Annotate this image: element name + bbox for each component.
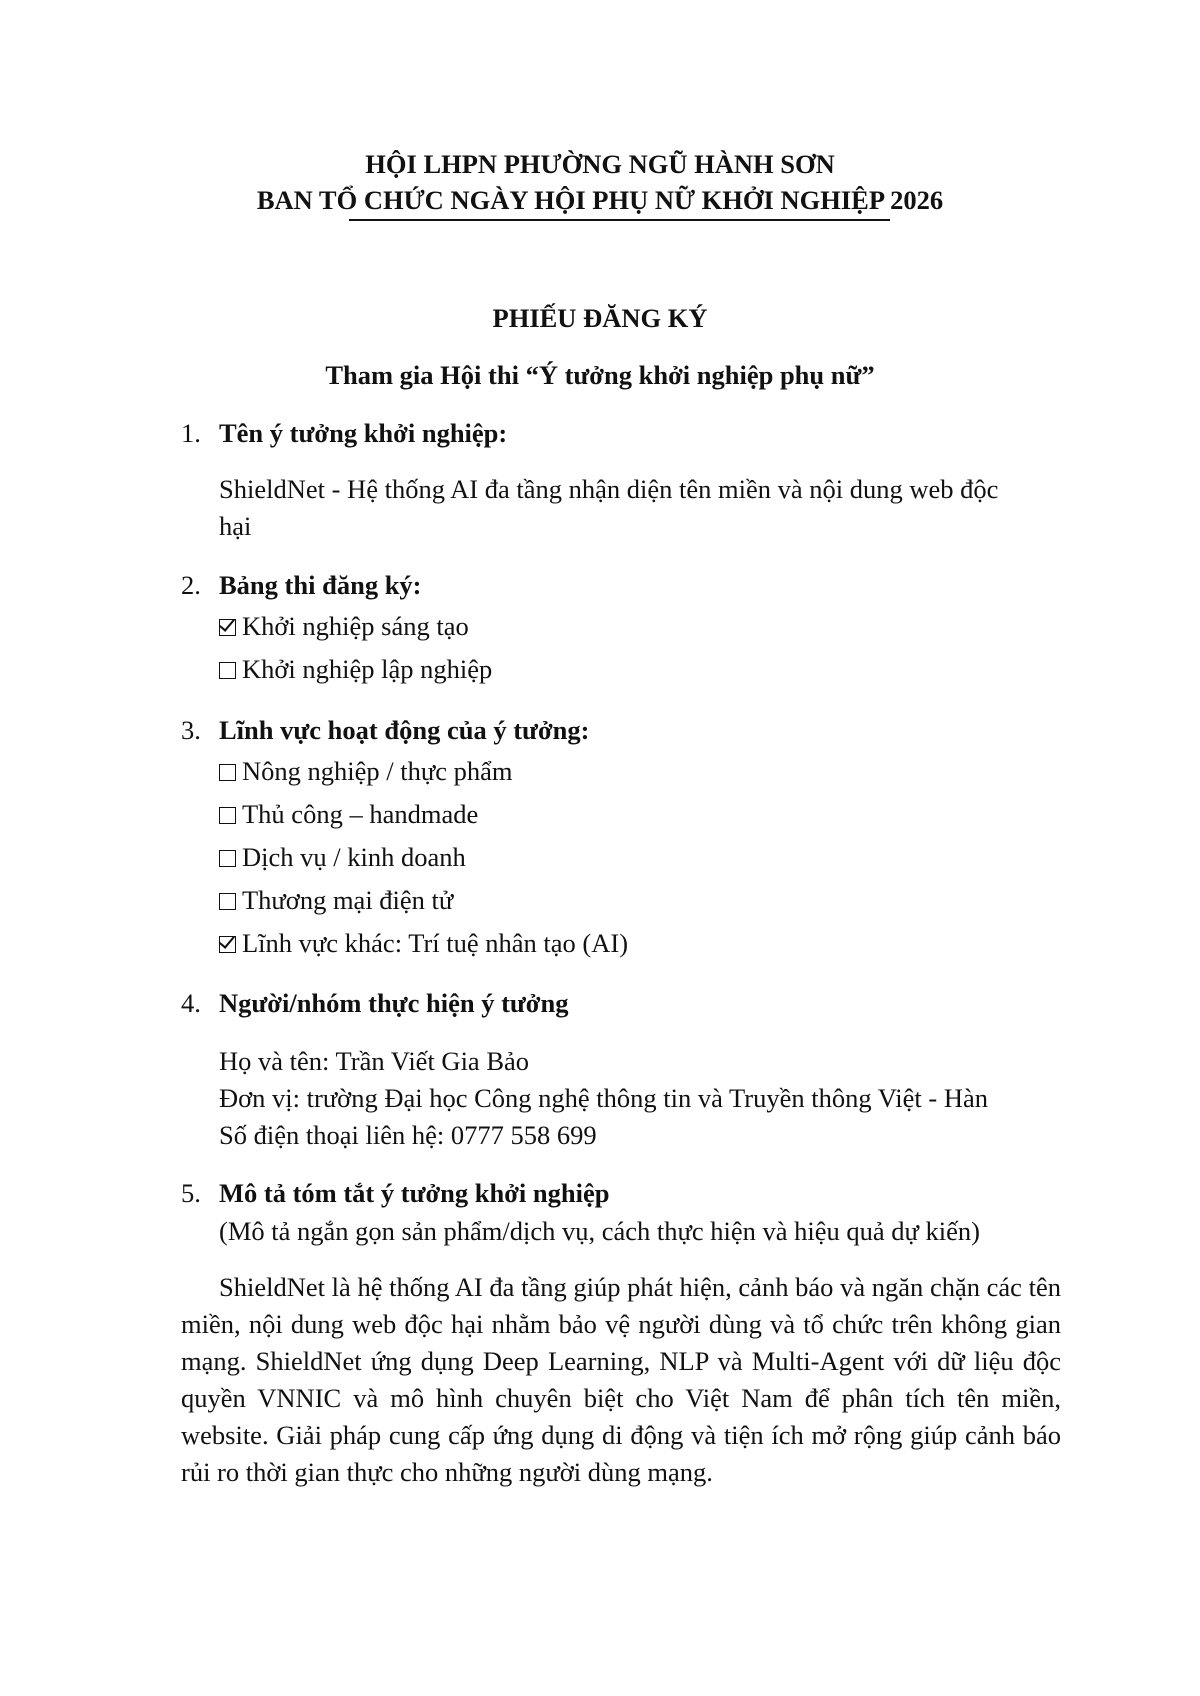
section-3-number: 3. xyxy=(181,715,201,745)
description-text: ShieldNet là hệ thống AI đa tầng giúp phát hiện, cảnh báo và ngăn chặn các tên miền, nội dung web độc hại nhằm bảo vệ người dùng và tổ chức trên không gian mạng. ShieldNet ứng dụng Deep Learning, NLP và Multi-Agent với dữ liệu độc quyền VNNIC và mô hình chuyên biệt cho Việt Nam để phân tích tên miền, website. Giải pháp cung cấp ứng dụng di động và tiện ích mở rộng giúp cảnh báo rủi ro thời gian thực cho những người dùng mạng. xyxy=(181,1272,1061,1487)
option-label: Khởi nghiệp lập nghiệp xyxy=(242,654,493,684)
option-label: Khởi nghiệp sáng tạo xyxy=(242,611,469,641)
section-1-number: 1. xyxy=(181,418,201,448)
option-label: Dịch vụ / kinh doanh xyxy=(242,842,466,872)
checkbox-empty-icon[interactable] xyxy=(219,850,236,867)
member-unit: Đơn vị: trường Đại học Công nghệ thông tin và Truyền thông Việt - Hàn xyxy=(219,1083,989,1113)
section-3-heading: Lĩnh vực hoạt động của ý tưởng: xyxy=(219,715,590,745)
field-option-other xyxy=(219,925,628,961)
field-option-services xyxy=(219,839,466,875)
section-5-hint: (Mô tả ngắn gọn sản phẩm/dịch vụ, cách thực hiện và hiệu quả dự kiến) xyxy=(219,1216,980,1246)
option-label: Thương mại điện tử xyxy=(242,885,454,915)
option-label: Nông nghiệp / thực phẩm xyxy=(242,756,513,786)
field-option-handmade xyxy=(219,796,478,832)
checkbox-checked-icon[interactable] xyxy=(219,619,236,636)
option-label: Lĩnh vực khác: Trí tuệ nhân tạo (AI) xyxy=(242,928,629,958)
track-option-creative xyxy=(219,608,469,644)
organization-name: HỘI LHPN PHƯỜNG NGŨ HÀNH SƠN xyxy=(365,149,835,179)
checkbox-checked-icon[interactable] xyxy=(219,936,236,953)
section-2-number: 2. xyxy=(181,570,201,600)
checkbox-empty-icon[interactable] xyxy=(219,662,236,679)
idea-description xyxy=(181,1269,1061,1491)
section-4-heading: Người/nhóm thực hiện ý tưởng xyxy=(219,988,569,1018)
section-5-heading: Mô tả tóm tắt ý tưởng khởi nghiệp xyxy=(219,1178,610,1208)
section-4-number: 4. xyxy=(181,988,201,1018)
checkbox-empty-icon[interactable] xyxy=(219,893,236,910)
member-name: Họ và tên: Trần Viết Gia Bảo xyxy=(219,1046,530,1076)
header-underline xyxy=(349,219,890,221)
section-2-heading: Bảng thi đăng ký: xyxy=(219,570,422,600)
organizing-committee: BAN TỔ CHỨC NGÀY HỘI PHỤ NỮ KHỞI NGHIỆP 2026 xyxy=(256,185,944,215)
idea-name-line-1: ShieldNet - Hệ thống AI đa tầng nhận diện tên miền và nội dung web độc xyxy=(219,474,999,504)
field-option-ecommerce xyxy=(219,882,453,918)
checkbox-empty-icon[interactable] xyxy=(219,764,236,781)
idea-name-line-2: hại xyxy=(219,511,252,541)
form-title: PHIẾU ĐĂNG KÝ xyxy=(492,303,708,333)
member-phone: Số điện thoại liên hệ: 0777 558 699 xyxy=(219,1120,597,1150)
option-label: Thủ công – handmade xyxy=(242,799,479,829)
section-5-number: 5. xyxy=(181,1178,201,1208)
section-1-heading: Tên ý tưởng khởi nghiệp: xyxy=(219,418,508,448)
field-option-agriculture xyxy=(219,753,513,789)
track-option-startup xyxy=(219,651,492,687)
checkbox-empty-icon[interactable] xyxy=(219,807,236,824)
form-subtitle: Tham gia Hội thi “Ý tưởng khởi nghiệp phụ nữ” xyxy=(325,360,875,390)
